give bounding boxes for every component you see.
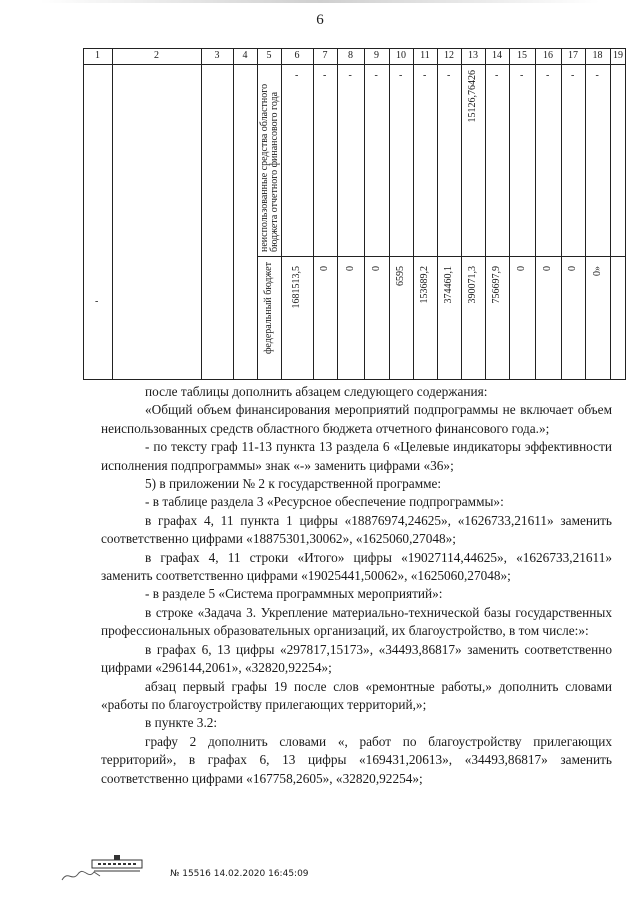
table-header-cell: 3 — [214, 50, 220, 61]
cell-federal-budget: 0 — [344, 266, 356, 271]
table-header-cell: 16 — [543, 50, 553, 61]
cell-unused-funds: - — [546, 70, 550, 81]
table-header-cell: 13 — [468, 50, 478, 61]
page-number: 6 — [316, 12, 324, 28]
table-header-cell: 6 — [294, 50, 300, 61]
paragraph-10: в графах 6, 13 цифры «297817,15173», «34493,86817» заменить соответственно цифрами «296144,2061», «32820,92254»; — [101, 641, 612, 676]
cell-federal-budget: 374460,1 — [443, 266, 454, 304]
table-column-border — [112, 48, 113, 380]
cell-federal-budget: 756697,9 — [491, 266, 502, 304]
cell-unused-funds: - — [495, 70, 499, 81]
scan-edge — [40, 0, 600, 3]
cell-federal-budget: 0 — [370, 266, 382, 271]
table-row-border — [83, 379, 626, 380]
cell-federal-budget: 0 — [319, 266, 330, 271]
table-header-cell: 10 — [396, 50, 406, 61]
table-header-cell: 12 — [444, 50, 454, 61]
table-column-border — [364, 48, 365, 380]
cell-column1-mark: - — [95, 296, 99, 307]
table-row-border — [83, 48, 626, 49]
paragraph-4: 5) в приложении № 2 к государственной программе: — [145, 476, 442, 492]
table-column-border — [585, 48, 586, 380]
table-column-border — [201, 48, 202, 380]
amendment-table — [83, 48, 626, 380]
cell-federal-budget: 1681513,5 — [291, 266, 302, 309]
cell-federal-budget: 0 — [567, 266, 578, 271]
cell-unused-funds: - — [520, 70, 524, 81]
table-header-cell: 19 — [613, 50, 623, 61]
table-header-cell: 2 — [154, 50, 159, 61]
cell-federal-budget: 153689,2 — [419, 266, 430, 304]
table-row-border — [83, 64, 626, 65]
table-column-border — [610, 48, 611, 380]
cell-unused-funds: - — [374, 70, 378, 81]
paragraph-3: - по тексту граф 11-13 пункта 13 раздела 6 «Целевые индикаторы эффективности исполнения подпрограммы» знак «-» заменить цифрами «36»; — [101, 439, 612, 473]
document-body — [101, 383, 612, 788]
table-column-border — [83, 48, 84, 380]
paragraph-12: в пункте 3.2: — [145, 715, 218, 731]
paragraph-13: графу 2 дополнить словами «, работ по благоустройству прилегающих территорий», в графах 6, 13 цифры «169431,20613», «34493,86817» заменить соответственно цифрами «167758,2605», «32820,92254»; — [101, 733, 612, 786]
cell-unused-funds: - — [399, 70, 403, 81]
table-column-border — [625, 48, 626, 380]
cell-unused-funds: - — [295, 70, 299, 81]
cell-unused-funds: - — [423, 70, 427, 81]
table-column-border — [413, 48, 414, 380]
cell-unused-funds: - — [595, 70, 599, 81]
table-column-border — [461, 48, 462, 380]
cell-unused-funds: - — [323, 70, 327, 81]
table-header-cell: 18 — [592, 50, 603, 61]
cell-federal-budget: 0 — [542, 266, 553, 271]
table-column-border — [485, 48, 486, 380]
table-column-border — [389, 48, 390, 380]
cell-unused-funds: 15126,76426 — [467, 70, 478, 123]
table-header-cell: 1 — [95, 50, 100, 61]
table-header-cell: 9 — [374, 50, 379, 61]
cell-unused-funds: - — [348, 70, 352, 81]
cell-federal-budget: 6595 — [395, 266, 406, 286]
paragraph-5: - в таблице раздела 3 «Ресурсное обеспечение подпрограммы»: — [145, 494, 504, 510]
table-header-cell: 4 — [242, 50, 248, 61]
cell-federal-budget: 0 — [516, 266, 527, 271]
cell-unused-funds: - — [571, 70, 575, 81]
table-row-border — [257, 256, 626, 257]
table-column-border — [257, 48, 258, 380]
document-registration-id: № 15516 14.02.2020 16:45:09 — [170, 869, 309, 879]
table-column-border — [535, 48, 536, 380]
table-header-cell: 11 — [420, 50, 430, 61]
paragraph-8: - в разделе 5 «Система программных мероприятий»: — [145, 586, 443, 602]
registry-stamp-icon — [90, 854, 144, 874]
table-column-border — [437, 48, 438, 380]
table-header-cell: 17 — [568, 50, 578, 61]
paragraph-9: в строке «Задача 3. Укрепление материально-технической базы государственных профессиональных образовательных организаций, их благоустройство, в том числе:»: — [101, 604, 612, 639]
cell-federal-budget: 390071,3 — [467, 266, 478, 304]
footer — [60, 852, 360, 888]
table-column-border — [561, 48, 562, 380]
row-label-unused-funds: неиспользованные средства областного бюджета отчетного финансового года — [259, 83, 280, 252]
paragraph-7: в графах 4, 11 строки «Итого» цифры «19027114,44625», «1626733,21611» заменить соответственно цифрами «19025441,50062», «1625060,27048»; — [101, 549, 612, 584]
paragraph-2: «Общий объем финансирования мероприятий подпрограммы не включает объем неиспользованных средств областного бюджета отчетного финансового года.»; — [101, 402, 612, 436]
table-column-border — [313, 48, 314, 380]
table-header-cell: 7 — [322, 50, 328, 61]
table-header-cell: 14 — [492, 50, 502, 61]
cell-unused-funds: - — [447, 70, 451, 81]
row-label-federal-budget: федеральный бюджет — [263, 262, 274, 355]
table-column-border — [509, 48, 510, 380]
table-column-border — [337, 48, 338, 380]
table-header-cell: 8 — [348, 50, 353, 61]
paragraph-1: после таблицы дополнить абзацем следующего содержания: — [145, 384, 488, 399]
table-column-border — [281, 48, 282, 380]
table-header-cell: 15 — [517, 50, 527, 61]
table-column-border — [233, 48, 234, 380]
cell-federal-budget: 0» — [591, 266, 603, 276]
paragraph-11: абзац первый графы 19 после слов «ремонтные работы,» дополнить словами «работы по благоустройству прилегающих территорий,»; — [101, 678, 612, 712]
table-header-cell: 5 — [266, 50, 272, 61]
paragraph-6: в графах 4, 11 пункта 1 цифры «18876974,24625», «1626733,21611» заменить соответственно цифрами «18875301,30062», «1625060,27048»; — [101, 512, 612, 547]
